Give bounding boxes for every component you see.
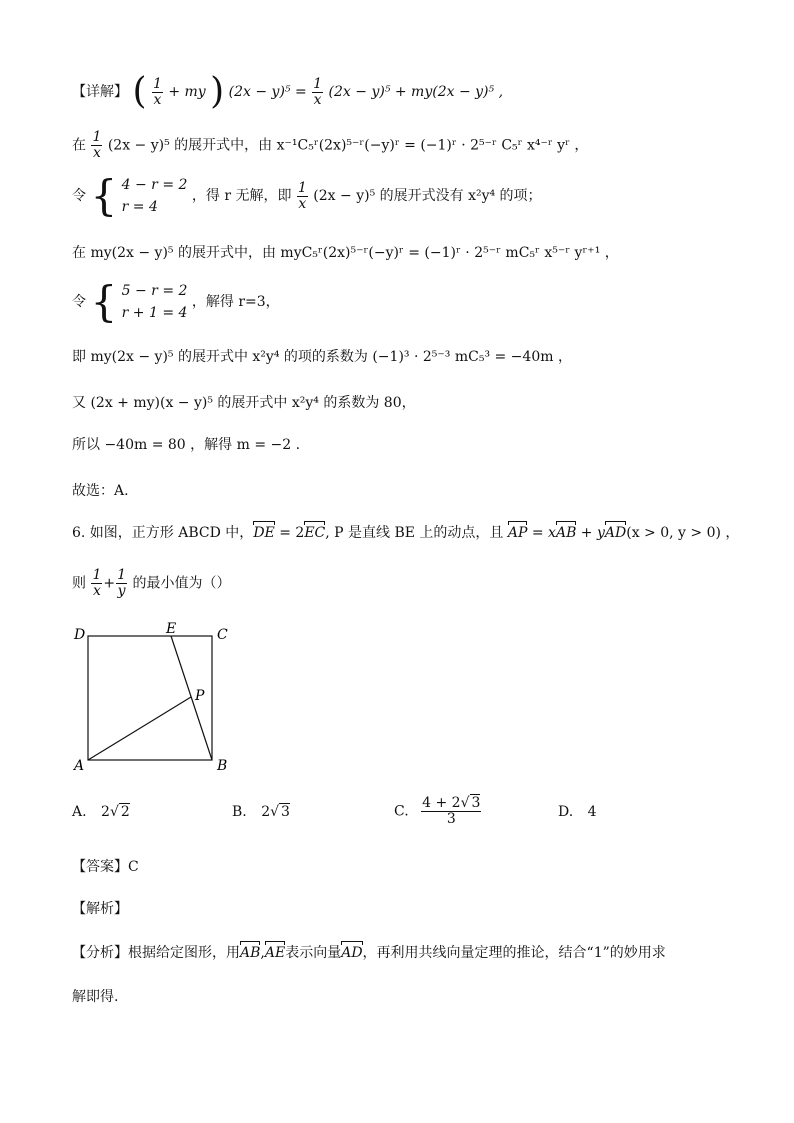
detail-line-5: 令 { 5 − r = 2 r + 1 = 4 ，解得 r=3， xyxy=(72,277,280,326)
vector-AD: AD xyxy=(341,945,363,961)
square-ABCD xyxy=(88,636,212,760)
label-E: E xyxy=(166,621,177,637)
choice-B[interactable]: B. 2√ 3 xyxy=(232,804,290,820)
vector-AD: AD xyxy=(604,525,627,541)
square-figure xyxy=(70,618,250,778)
label-C: C xyxy=(217,627,228,643)
fraction-1-over-x: $\frac{1}{x}$ xyxy=(152,75,162,108)
fraction-1-over-x: $\frac{1}{x}$ xyxy=(92,567,102,599)
vector-AB: AB xyxy=(240,945,261,961)
choice-C[interactable]: C. $\frac{4 + 2√ 3}{3}$ xyxy=(394,795,481,827)
vector-AB: AB xyxy=(555,525,577,541)
detail-line-9: 故选：A. xyxy=(72,483,129,499)
question-6-line-1: 6. 如图，正方形 ABCD 中，DE = 2EC, P 是直线 BE 上的动点，且 AP = xAB + yAD(x > 0, y > 0) ， xyxy=(72,525,740,541)
analysis-line-2: 解即得. xyxy=(72,989,119,1005)
question-6-line-2: 则 $\frac{1}{x}$ + $\frac{1}{y}$ 的最小值为（） xyxy=(72,567,231,599)
fraction-1-over-x: $\frac{1}{x}$ xyxy=(313,75,323,108)
detail-line-2: 在 $\frac{1}{x}$ (2x − y)⁵ 的展开式中，由 x⁻¹C₅ʳ(2x)⁵⁻ʳ(−y)ʳ = (−1)ʳ · 2⁵⁻ʳ C₅ʳ x⁴⁻ʳ yʳ ， xyxy=(72,129,589,161)
fraction-1-over-y: $\frac{1}{y}$ xyxy=(117,567,127,599)
label-D: D xyxy=(74,627,86,643)
answer-line: 【答案】C xyxy=(72,859,139,875)
detail-line-6: 即 my(2x − y)⁵ 的展开式中 x²y⁴ 的项的系数为 (−1)³ · 2⁵⁻³ mC₅³ = −40m ， xyxy=(72,349,572,365)
vector-EC: EC xyxy=(304,525,326,541)
analysis-line-1: 【分析】根据给定图形，用AB,AE表示向量AD，再利用共线向量定理的推论，结合“1”的妙用求 xyxy=(72,945,666,961)
vector-AP: AP xyxy=(507,525,528,541)
analysis-title: 【解析】 xyxy=(72,901,128,917)
detail-line-3: 令 { 4 − r = 2 r = 4 ，得 r 无解，即 $\frac{1}{x}$ (2x − y)⁵ 的展开式没有 x²y⁴ 的项； xyxy=(72,171,542,220)
label-B: B xyxy=(217,758,228,774)
fraction-1-over-x: $\frac{1}{x}$ xyxy=(92,129,102,161)
equation-system: 5 − r = 2 r + 1 = 4 xyxy=(121,283,188,321)
fraction-1-over-x: $\frac{1}{x}$ xyxy=(297,179,307,212)
detail-label: 【详解】 xyxy=(72,84,128,100)
equation-system: 4 − r = 2 r = 4 xyxy=(121,177,188,215)
choice-A[interactable]: A. 2√ 2 xyxy=(72,804,130,820)
vector-AE: AE xyxy=(264,945,286,961)
detail-line-7: 又 (2x + my)(x − y)⁵ 的展开式中 x²y⁴ 的系数为 80， xyxy=(72,395,416,411)
answer-choices xyxy=(72,795,712,840)
vector-DE: DE xyxy=(253,525,275,541)
detail-line-1: 【详解】 ( $\frac{1}{x}$ + my ) (2x − y)⁵ = $\frac{1}{x}$ (2x − y)⁵ + my(2x − y)⁵ , xyxy=(72,71,504,112)
detail-line-4: 在 my(2x − y)⁵ 的展开式中，由 myC₅ʳ(2x)⁵⁻ʳ(−y)ʳ = (−1)ʳ · 2⁵⁻ʳ mC₅ʳ x⁵⁻ʳ yʳ⁺¹ ， xyxy=(72,245,619,261)
segment-BE xyxy=(171,636,212,760)
detail-line-8: 所以 −40m = 80 ，解得 m = −2 . xyxy=(72,437,301,453)
label-A: A xyxy=(74,758,85,774)
choice-D[interactable]: D. 4 xyxy=(558,804,597,820)
label-P: P xyxy=(195,688,205,704)
segment-AP xyxy=(88,697,191,760)
